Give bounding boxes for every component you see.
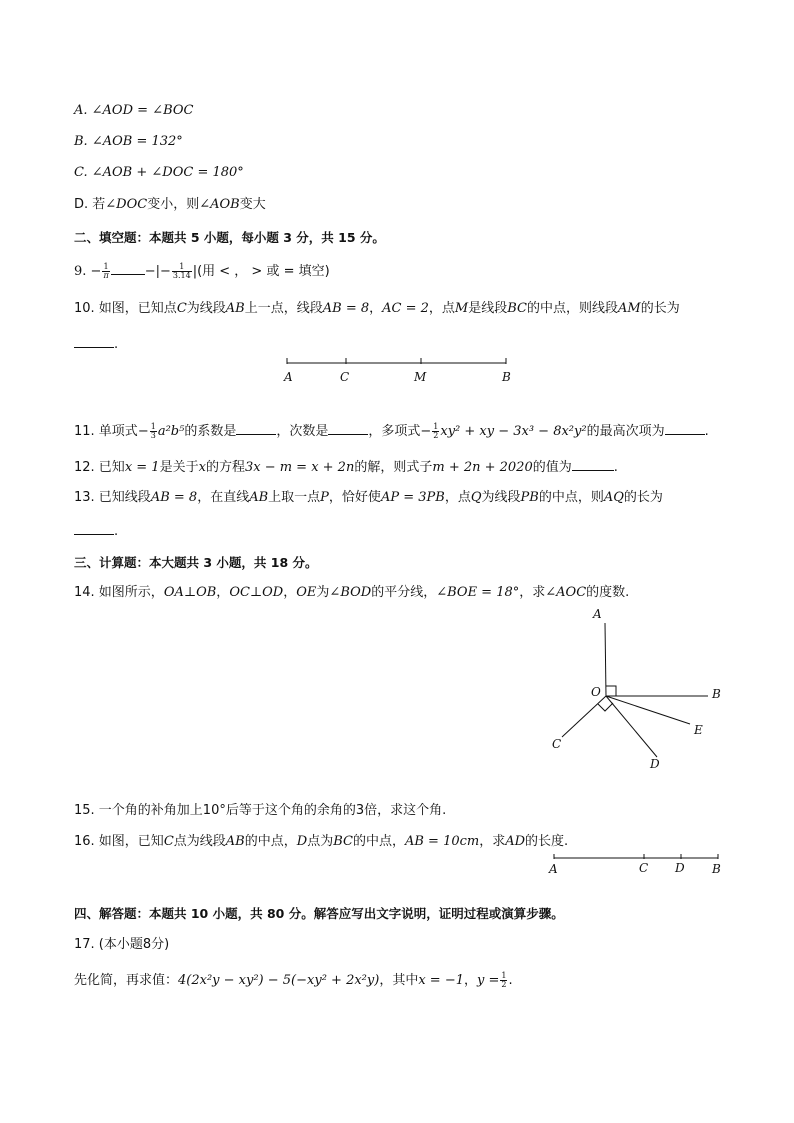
q10-m7: AM (618, 301, 641, 316)
q16-m6: AD (505, 834, 526, 849)
option-d (74, 196, 266, 214)
q13-p7: 的中点，则 (538, 490, 604, 505)
q10-end: . (114, 337, 119, 352)
q11-poly: xy² + xy − 3x³ − 8x²y² (440, 424, 587, 439)
q11-frac2-den: 2 (433, 431, 439, 440)
question-9 (74, 262, 330, 281)
q16-p6: ，求 (479, 834, 506, 849)
q13-blank[interactable] (74, 522, 114, 535)
q14-p6: ，求 (519, 585, 546, 600)
q10-t6: 是线段 (468, 301, 508, 316)
section4-heading: 四、解答题：本题共 10 小题，共 80 分。解答应写出文字说明，证明过程或演算步骤。 (74, 906, 564, 921)
q11-p3: ，次数是 (276, 424, 329, 439)
figure-10-segment (280, 355, 520, 387)
q16-m5: AB = 10cm (404, 834, 480, 849)
fig16-label-c: C (639, 861, 649, 875)
q17-end: . (508, 973, 513, 988)
q13-end: . (114, 524, 119, 539)
q9-num: 9. − (74, 264, 102, 279)
fig14-label-d: D (650, 757, 660, 771)
fig14-ray-oe (606, 696, 690, 724)
q16-m1: C (163, 834, 174, 849)
q12-blank[interactable] (572, 458, 614, 471)
q9-frac1-num: 1 (103, 262, 109, 271)
question-12 (74, 458, 618, 477)
q11-mono: a²b⁵ (157, 424, 185, 439)
question-17-header: 17. (本小题8分) (74, 937, 170, 952)
q10-t1: 10. 如图，已知点 (74, 301, 177, 316)
q16-m2: AB (225, 834, 245, 849)
q13-m6: PB (520, 490, 539, 505)
option-d-angle1: ∠DOC (105, 197, 148, 212)
q16-p7: 的长度. (525, 834, 569, 849)
q13-p2: ，在直线 (197, 490, 250, 505)
q17-p1: 先化简，再求值： (74, 973, 179, 988)
q16-p5: 的中点， (352, 834, 405, 849)
q17-expr: 4(2x²y − xy²) − 5(−xy² + 2x²y) (178, 973, 380, 988)
fig16-label-b: B (712, 862, 721, 876)
fig14-right-angle-aob (606, 686, 616, 696)
q17-p2: ，其中 (379, 973, 419, 988)
q14-m3: OE (296, 585, 317, 600)
question-13 (74, 489, 663, 507)
q13-p4: ，恰好使 (328, 490, 381, 505)
q13-p8: 的长为 (623, 490, 663, 505)
option-d-mid: 变小，则 (147, 197, 200, 212)
q11-blank2[interactable] (328, 422, 368, 435)
q17-frac (500, 972, 507, 989)
q9-blank[interactable] (111, 262, 145, 275)
q12-p4: 的解，则式子 (354, 460, 433, 475)
fig14-label-a: A (593, 607, 602, 621)
q13-p6: 为线段 (481, 490, 521, 505)
q11-frac1-num: 1 (150, 422, 156, 431)
q10-answer-line (74, 335, 118, 354)
section2-heading: 二、填空题：本题共 5 小题，每小题 3 分，共 15 分。 (74, 230, 385, 245)
q12-p1: 12. 已知 (74, 460, 125, 475)
q14-p7: 的度数. (586, 585, 630, 600)
q10-t8: 的长为 (640, 301, 680, 316)
question-15: 15. 一个角的补角加上10°后等于这个角的余角的3倍，求这个角. (74, 803, 447, 818)
q13-p1: 13. 已知线段 (74, 490, 151, 505)
q12-m1: x = 1 (124, 460, 160, 475)
q10-m1: C (176, 301, 187, 316)
q13-p3: 上取一点 (268, 490, 321, 505)
figure-14-angles (540, 600, 730, 780)
q10-m2: AB (225, 301, 245, 316)
q17-m2: y = (477, 973, 500, 988)
fig14-ray-oc (562, 696, 606, 737)
question-16 (74, 833, 568, 851)
option-d-prefix: D. 若 (74, 197, 106, 212)
fig10-label-m: M (414, 370, 427, 384)
q11-minus1: − (137, 424, 149, 439)
question-10 (74, 300, 680, 318)
q14-p1: 14. 如图所示， (74, 585, 164, 600)
q9-frac2-den: 3.14 (172, 271, 191, 280)
q13-m5: Q (470, 490, 482, 505)
fig10-label-a: A (284, 370, 293, 384)
q11-frac2-num: 1 (433, 422, 439, 431)
q11-frac2 (432, 423, 439, 440)
q14-p5: 的平分线， (371, 585, 437, 600)
q16-p2: 点为线段 (173, 834, 226, 849)
q9-mid: −|− (144, 264, 171, 279)
q16-p3: 的中点， (244, 834, 297, 849)
q13-m1: AB = 8 (150, 490, 198, 505)
q13-p5: ，点 (444, 490, 471, 505)
option-b: B. ∠AOB = 132° (74, 134, 183, 149)
q16-m3: D (296, 834, 308, 849)
q16-m4: BC (333, 834, 353, 849)
q13-answer-line (74, 522, 118, 541)
fig14-label-o: O (591, 685, 601, 699)
q17-m1: x = −1 (418, 973, 464, 988)
q10-blank[interactable] (74, 335, 114, 348)
section3-heading: 三、计算题：本大题共 3 小题，共 18 分。 (74, 555, 318, 570)
q14-m4: ∠BOD (329, 585, 372, 600)
q14-p4: 为 (316, 585, 330, 600)
q10-t4: ， (369, 301, 383, 316)
q12-m4: m + 2n + 2020 (432, 460, 533, 475)
q13-m4: AP = 3PB (380, 490, 445, 505)
fig14-label-b: B (712, 687, 721, 701)
q17-frac-num: 1 (501, 971, 507, 980)
q13-m2: AB (249, 490, 269, 505)
option-d-post: 变大 (239, 197, 266, 212)
q17-p3: ， (463, 973, 477, 988)
q10-m6: BC (507, 301, 527, 316)
q12-m2: x (198, 460, 206, 475)
figure-16-segment (546, 850, 726, 880)
q11-p2: 的系数是 (184, 424, 237, 439)
fig10-label-b: B (502, 370, 511, 384)
q17-frac-den: 2 (501, 980, 507, 989)
q10-m3: AB = 8 (322, 301, 370, 316)
q9-tail: |(用 < ， > 或 = 填空) (192, 264, 330, 279)
q14-p2: ， (216, 585, 230, 600)
q9-frac1-den: π (103, 271, 109, 280)
q14-m5: ∠BOE = 18° (436, 585, 520, 600)
q12-m3: 3x − m = x + 2n (244, 460, 355, 475)
q13-m3: P (320, 490, 329, 505)
q10-t2: 为线段 (186, 301, 226, 316)
q10-t7: 的中点，则线段 (527, 301, 619, 316)
q11-end: . (704, 424, 709, 439)
q11-p5: 的最高次项为 (586, 424, 665, 439)
q9-frac2 (172, 263, 192, 280)
option-a: A. ∠AOD = ∠BOC (74, 103, 194, 118)
q14-m2: OC⊥OD (229, 585, 284, 600)
question-11 (74, 422, 709, 441)
fig14-label-c: C (552, 737, 562, 751)
fig16-label-d: D (675, 861, 685, 875)
q11-frac1-den: 3 (150, 431, 156, 440)
fig16-label-a: A (549, 862, 558, 876)
fig14-label-e: E (694, 723, 703, 737)
question-17 (74, 972, 513, 990)
q12-p2: 是关于 (159, 460, 199, 475)
option-c: C. ∠AOB + ∠DOC = 180° (74, 165, 244, 180)
q10-m5: M (454, 301, 469, 316)
fig14-ray-od (606, 696, 657, 757)
q10-t3: 上一点，线段 (244, 301, 323, 316)
q11-minus2: − (420, 424, 432, 439)
q14-p3: ， (283, 585, 297, 600)
option-d-angle2: ∠AOB (199, 197, 240, 212)
q11-frac1 (150, 423, 157, 440)
q16-p1: 16. 如图，已知 (74, 834, 164, 849)
q12-p5: 的值为 (532, 460, 572, 475)
q14-m6: ∠AOC (545, 585, 587, 600)
q12-end: . (613, 460, 618, 475)
q11-p1: 11. 单项式 (74, 424, 138, 439)
q11-p4: ，多项式 (368, 424, 421, 439)
fig14-right-angle-cod (598, 703, 613, 711)
q11-blank3[interactable] (665, 422, 705, 435)
q11-blank1[interactable] (236, 422, 276, 435)
q10-m4: AC = 2 (382, 301, 429, 316)
q10-t5: ，点 (428, 301, 455, 316)
q14-m1: OA⊥OB (163, 585, 217, 600)
q9-frac2-num: 1 (172, 263, 192, 272)
q16-p4: 点为 (307, 834, 334, 849)
q12-p3: 的方程 (205, 460, 245, 475)
fig10-label-c: C (340, 370, 350, 384)
fig14-ray-oa (605, 623, 606, 696)
q13-m7: AQ (603, 490, 624, 505)
q9-frac1 (102, 263, 109, 280)
